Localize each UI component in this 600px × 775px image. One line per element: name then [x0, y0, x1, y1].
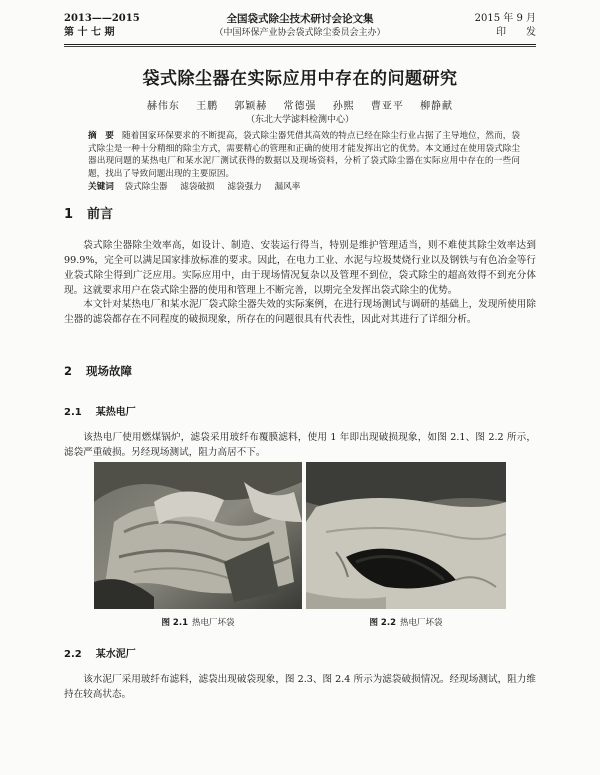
keywords-label: 关键词 [88, 182, 114, 192]
section-heading-field-failure [64, 363, 132, 379]
keyword: 袋式除尘器 [124, 182, 168, 192]
paragraph: 该热电厂使用燃煤锅炉，滤袋采用玻纤布覆膜滤料，使用 1 年即出现破损现象，如图 2.1、图 2.2 所示，滤袋严重破损。另经现场测试，阻力高居不下。 [64, 432, 536, 458]
section-title: 前言 [87, 207, 114, 222]
caption-text: 热电厂坏袋 [400, 618, 443, 628]
subsection-number: 2.1 [64, 407, 82, 418]
header-right [475, 12, 536, 40]
paragraph: 该水泥厂采用玻纤布滤料，滤袋出现破袋现象，图 2.3、图 2.4 所示为滤袋破损情况。经现场测试，阻力维持在较高状态。 [64, 674, 536, 700]
author: 曹亚平 [370, 101, 404, 112]
figure-caption [98, 616, 298, 628]
header-date: 2015 年 9 月 [474, 13, 536, 24]
author: 郭颖赫 [234, 101, 268, 112]
photo-image [94, 462, 302, 609]
author-list [0, 97, 600, 112]
affiliation: （东北大学滤料检测中心） [245, 115, 354, 125]
keywords [88, 181, 520, 193]
photo-image [306, 462, 506, 609]
paper-title: 袋式除尘器在实际应用中存在的问题研究 [142, 69, 458, 89]
subsection-title: 某热电厂 [95, 407, 136, 418]
header-issue: 第 十 七 期 [64, 27, 115, 38]
caption-text: 热电厂坏袋 [192, 618, 235, 628]
figure-photo-damaged-bag-1 [94, 462, 302, 609]
section-title: 现场故障 [86, 364, 133, 378]
header-center [64, 12, 536, 40]
figure-number: 图 2.1 [161, 618, 188, 628]
header-rule [64, 44, 536, 45]
abstract-label: 摘 要 [88, 131, 114, 141]
proceedings-title: 全国袋式除尘技术研讨会论文集 [226, 13, 374, 25]
proceedings-organizer: （中国环保产业协会袋式除尘委员会主办） [214, 28, 386, 38]
section-number: 2 [64, 364, 73, 378]
header-years: 2013——2015 [64, 13, 140, 24]
figure-number: 图 2.2 [369, 618, 396, 628]
paragraph: 本文针对某热电厂和某水泥厂袋式除尘器失效的实际案例，在进行现场测试与调研的基础上，发现所使用除尘器的滤袋都存在不同程度的破损现象，所存在的问题很具有代表性，因此对其进行了详细分析。 [64, 299, 536, 325]
paragraph: 袋式除尘器除尘效率高，如设计、制造、安装运行得当，特别是维护管理适当，则不难使其除尘效率达到 99.9%，完全可以满足国家排放标准的要求。因此，在电力工业、水泥与垃圾焚烧行业以及钢铁与有色冶金等行业袋式除尘得到广泛应用。实际应用中，由于现场情况复杂以及管理不到位，袋式除尘的超高效得不到充分体现。这就要求用户在袋式除尘器的使用和管理上不断完善，以期完全发挥出袋式除尘的优势。 [64, 240, 536, 296]
author: 孙熙 [332, 101, 355, 112]
author: 赫伟东 [146, 101, 180, 112]
section-heading-intro [64, 203, 113, 222]
abstract [88, 130, 520, 180]
running-header [64, 10, 536, 44]
abstract-text: 随着国家环保要求的不断提高，袋式除尘器凭借其高效的特点已经在除尘行业占据了主导地位，然而，袋式除尘是一种十分精细的除尘方式，需要精心的管理和正确的使用才能发挥出它的优势。本文通过在使用袋式除尘器出现问题的某热电厂和某水泥厂测试获得的数据以及现场资料，分析了袋式除尘器在实际应用中存在的一些问题，找出了导致问题出现的主要原因。 [88, 131, 520, 179]
subsection-number: 2.2 [64, 649, 82, 660]
figure-photo-damaged-bag-2 [306, 462, 506, 609]
author: 柳静献 [420, 101, 454, 112]
keyword: 滤袋强力 [227, 182, 262, 192]
keyword: 滤袋破损 [180, 182, 215, 192]
author: 常德强 [283, 101, 317, 112]
keyword: 漏风率 [274, 182, 301, 192]
section-number: 1 [64, 207, 74, 222]
author: 王鹏 [196, 101, 219, 112]
header-rule-thin [64, 46, 536, 47]
subsection-title: 某水泥厂 [95, 649, 136, 660]
subsection-heading-cement-plant [64, 645, 136, 660]
figure-caption [306, 616, 506, 628]
subsection-heading-power-plant [64, 403, 136, 418]
header-printed: 印 发 [496, 27, 536, 38]
